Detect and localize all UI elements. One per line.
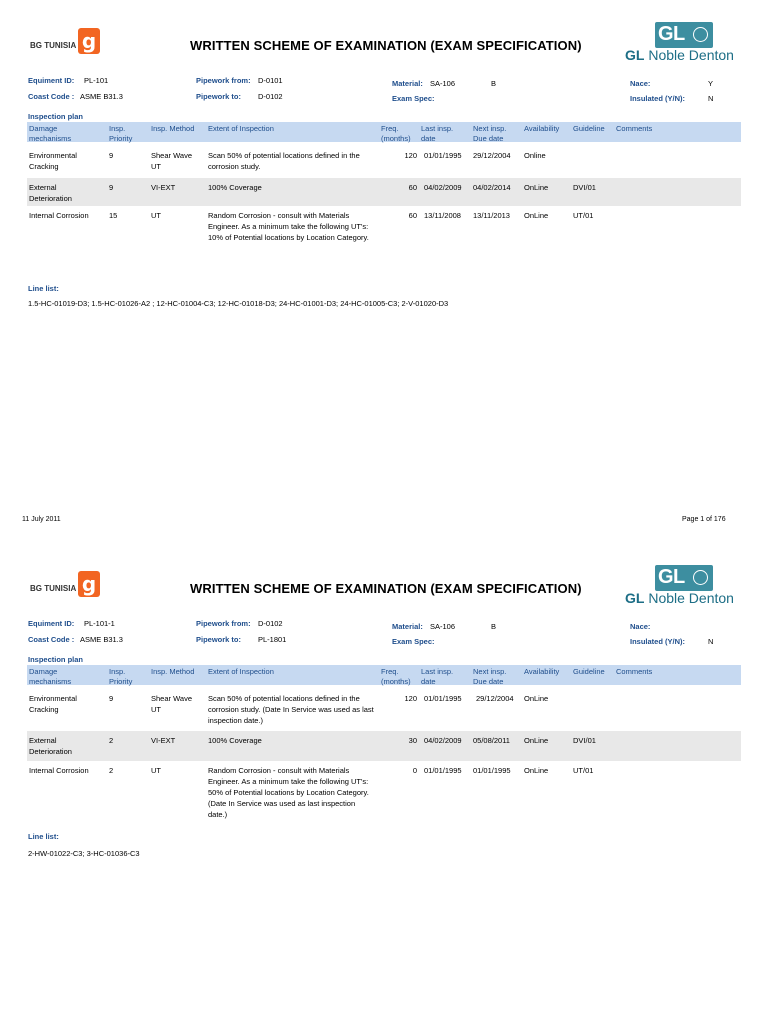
col-damage-mechanisms: Damage mechanisms	[29, 667, 72, 686]
gl-noble-denton-logo	[625, 22, 743, 66]
cell-method: UT	[151, 211, 161, 220]
table-row	[27, 731, 741, 761]
col-freq: Freq. (months)	[381, 124, 411, 143]
coast-code-value: ASME B31.3	[80, 92, 123, 101]
nace-label: Nace:	[630, 79, 651, 88]
cell-method: Shear Wave UT	[151, 151, 192, 171]
coast-code-label: Coast Code :	[28, 635, 75, 644]
svg-text:g: g	[81, 572, 97, 596]
company-left-name: BG TUNISIA	[30, 41, 77, 50]
line-list-value: 2-HW-01022-C3; 3-HC-01036-C3	[28, 849, 140, 858]
material-grade-value: B	[491, 622, 497, 631]
pipework-from-label: Pipework from:	[196, 76, 251, 85]
col-insp-priority: Insp. Priority	[109, 667, 133, 686]
equipment-id-label: Equiment ID:	[28, 76, 75, 85]
pipework-to-label: Pipework to:	[196, 635, 242, 644]
cell-mechanism: Environmental Cracking	[29, 151, 77, 171]
page-title: WRITTEN SCHEME OF EXAMINATION (EXAM SPECIFICATION)	[190, 38, 582, 53]
cell-availability: OnLine	[524, 766, 549, 775]
footer-page-number: Page 1 of 176	[682, 516, 726, 523]
cell-method: UT	[151, 766, 161, 775]
gl-box-text: GL	[658, 23, 685, 45]
company-right-name: GL Noble Denton	[625, 47, 734, 63]
cell-freq: 120	[404, 694, 417, 703]
cell-next-date: 13/11/2013	[473, 211, 510, 220]
inspection-plan-label: Inspection plan	[28, 655, 84, 664]
cell-availability: OnLine	[524, 183, 549, 192]
col-comments: Comments	[616, 667, 653, 676]
cell-last-date: 13/11/2008	[424, 211, 461, 220]
cell-extent: Scan 50% of potential locations defined in the corrosion study. (Date In Service was used as last inspection date.)	[208, 694, 374, 725]
material-label: Material:	[392, 622, 423, 631]
cell-guideline: DVI/01	[573, 183, 596, 192]
cell-extent: Scan 50% of potential locations defined in the corrosion study.	[208, 151, 360, 171]
cell-priority: 9	[109, 694, 114, 703]
insulated-value: N	[708, 637, 714, 646]
cell-availability: Online	[524, 151, 546, 160]
pipework-from-value: D-0102	[258, 619, 283, 628]
col-availability: Availability	[524, 124, 560, 133]
footer-date: 11 July 2011	[22, 516, 61, 523]
page-2	[0, 543, 768, 1024]
cell-freq: 120	[404, 151, 417, 160]
col-availability: Availability	[524, 667, 560, 676]
table-header	[27, 122, 741, 142]
cell-method: VI-EXT	[151, 183, 176, 192]
coast-code-label: Coast Code :	[28, 92, 75, 101]
cell-guideline: UT/01	[573, 211, 594, 220]
cell-availability: OnLine	[524, 736, 549, 745]
exam-spec-label: Exam Spec:	[392, 637, 435, 646]
table-row	[27, 146, 741, 176]
cell-extent: Random Corrosion - consult with Materials Engineer. As a minimum take the following UT's: 10% of Potential locations by Location Category.	[208, 211, 369, 242]
gl-box-text: GL	[658, 566, 685, 588]
pipework-to-label: Pipework to:	[196, 92, 242, 101]
cell-last-date: 04/02/2009	[424, 736, 462, 745]
cell-guideline: UT/01	[573, 766, 594, 775]
col-extent: Extent of Inspection	[208, 124, 274, 133]
cell-next-date: 04/02/2014	[473, 183, 511, 192]
cell-availability: OnLine	[524, 211, 549, 220]
material-grade-value: B	[491, 79, 497, 88]
insulated-label: Insulated (Y/N):	[630, 637, 686, 646]
gl-box	[655, 565, 713, 591]
col-damage-mechanisms: Damage mechanisms	[29, 124, 72, 143]
cell-method: Shear Wave UT	[151, 694, 192, 714]
company-left-name: BG TUNISIA	[30, 584, 77, 593]
nace-label: Nace:	[630, 622, 651, 631]
cell-priority: 2	[109, 766, 114, 775]
cell-mechanism: External Deterioration	[29, 736, 72, 756]
cell-extent: 100% Coverage	[208, 736, 262, 745]
col-insp-method: Insp. Method	[151, 667, 195, 676]
table-row	[27, 206, 741, 260]
cell-mechanism: External Deterioration	[29, 183, 72, 203]
cell-next-date: 05/08/2011	[473, 736, 510, 745]
pipework-to-value: PL-1801	[258, 635, 287, 644]
cell-last-date: 01/01/1995	[424, 151, 462, 160]
col-next-insp: Next insp. Due date	[473, 667, 507, 686]
cell-priority: 15	[109, 211, 118, 220]
col-comments: Comments	[616, 124, 653, 133]
pipework-to-value: D-0102	[258, 92, 283, 101]
insulated-label: Insulated (Y/N):	[630, 94, 686, 103]
coast-code-value: ASME B31.3	[80, 635, 123, 644]
col-last-insp: Last insp. date	[421, 124, 454, 143]
col-next-insp: Next insp. Due date	[473, 124, 507, 143]
bg-flame-icon	[78, 571, 100, 597]
bg-flame-icon	[78, 28, 100, 54]
svg-text:g: g	[81, 29, 97, 53]
globe-icon	[693, 27, 708, 42]
material-value: SA-106	[430, 622, 456, 631]
inspection-plan-label: Inspection plan	[28, 112, 84, 121]
line-list-value: 1.5-HC-01019-D3; 1.5-HC-01026-A2 ; 12-HC-01004-C3; 12-HC-01018-D3; 24-HC-01001-D3; 24-HC-01005-C3; 2-V-01020-D3	[28, 299, 449, 308]
material-label: Material:	[392, 79, 423, 88]
equipment-id-value: PL-101	[84, 76, 109, 85]
cell-next-date: 29/12/2004	[473, 151, 511, 160]
col-insp-method: Insp. Method	[151, 124, 195, 133]
cell-extent: Random Corrosion - consult with Materials Engineer. As a minimum take the following UT's: 50% of Potential locations by Location Category. (Date In Service was used as last inspection date.)	[208, 766, 369, 819]
cell-availability: OnLine	[524, 694, 549, 703]
cell-method: VI-EXT	[151, 736, 176, 745]
cell-freq: 0	[412, 766, 417, 775]
line-list-label: Line list:	[28, 284, 59, 293]
equipment-id-label: Equiment ID:	[28, 619, 75, 628]
cell-priority: 9	[109, 151, 114, 160]
gl-box	[655, 22, 713, 48]
cell-last-date: 01/01/1995	[424, 766, 462, 775]
page-title: WRITTEN SCHEME OF EXAMINATION (EXAM SPECIFICATION)	[190, 581, 582, 596]
exam-spec-label: Exam Spec:	[392, 94, 435, 103]
pipework-from-value: D-0101	[258, 76, 283, 85]
table-row	[27, 761, 741, 825]
insulated-value: N	[708, 94, 714, 103]
cell-mechanism: Environmental Cracking	[29, 694, 77, 714]
globe-icon	[693, 570, 708, 585]
cell-last-date: 04/02/2009	[424, 183, 462, 192]
pipework-from-label: Pipework from:	[196, 619, 251, 628]
cell-last-date: 01/01/1995	[424, 694, 462, 703]
gl-noble-denton-logo	[625, 565, 743, 609]
cell-freq: 60	[408, 211, 417, 220]
cell-guideline: DVI/01	[573, 736, 596, 745]
equipment-id-value: PL-101-1	[84, 619, 115, 628]
nace-value: Y	[708, 79, 714, 88]
cell-next-date: 01/01/1995	[473, 766, 511, 775]
col-freq: Freq. (months)	[381, 667, 411, 686]
cell-mechanism: Internal Corrosion	[29, 211, 89, 220]
col-insp-priority: Insp. Priority	[109, 124, 133, 143]
line-list-label: Line list:	[28, 832, 59, 841]
material-value: SA-106	[430, 79, 456, 88]
table-row	[27, 689, 741, 731]
col-last-insp: Last insp. date	[421, 667, 454, 686]
col-extent: Extent of Inspection	[208, 667, 274, 676]
cell-mechanism: Internal Corrosion	[29, 766, 89, 775]
col-guideline: Guideline	[573, 124, 605, 133]
cell-next-date: 29/12/2004	[476, 694, 514, 703]
table-header	[27, 665, 741, 685]
col-guideline: Guideline	[573, 667, 605, 676]
cell-priority: 9	[109, 183, 114, 192]
company-right-name: GL Noble Denton	[625, 590, 734, 606]
cell-freq: 60	[408, 183, 417, 192]
cell-freq: 30	[408, 736, 417, 745]
cell-priority: 2	[109, 736, 114, 745]
table-row	[27, 178, 741, 206]
cell-extent: 100% Coverage	[208, 183, 262, 192]
